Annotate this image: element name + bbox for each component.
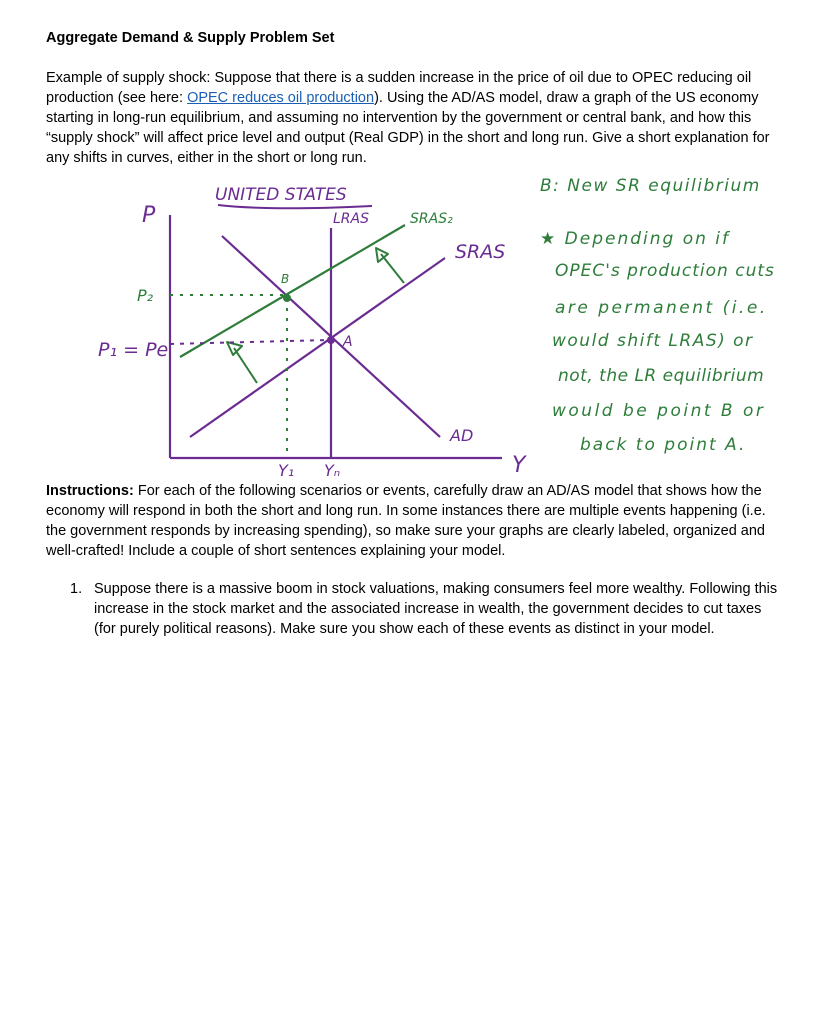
note-line-3: are permanent (i.e. [555,298,768,318]
intro-text-before-link: Example of supply shock: Suppose that there is a sudden increase in the price of oil due to OPEC reducing oil production (see here: [46,70,752,106]
sras2-line [180,225,405,357]
sras-line [190,258,445,437]
point-b-dot [283,294,291,302]
instructions-label: Instructions: [46,483,134,499]
note-line-4: would shift LRAS) or [552,331,754,351]
point-a-dot [327,336,335,344]
note-new-sr-equilibrium: B: New SR equilibrium [540,176,761,196]
document-title: Aggregate Demand & Supply Problem Set [46,30,335,46]
shift-arrow-right [376,248,404,283]
sras-label: SRAS [455,241,506,263]
note-line-1: ★ Depending on if [540,229,730,249]
y-axis-label: P [142,203,156,228]
point-b-label: B [281,272,290,286]
note-line-6: would be point B or [552,401,766,421]
intro-text-after-link: ). Using the AD/AS model, draw a graph of the US economy starting in long-run equilibrium, and assuming no intervention by the government or central bank, and how this “supply shock” will affect price level and output (Real GDP) in the short and long run. Give a short explanation for any shifts in curves, either in the short or long run. [46,90,770,166]
instructions-text: For each of the following scenarios or events, carefully draw an AD/AS model that shows how the economy will respond in both the short and long run. In some instances there are multiple events happening (i.e. the government responds by increasing spending), so make sure your graphs are clearly labeled, organized and well-crafted! Include a couple of short sentences explaining your model. [46,483,766,559]
question-list [70,579,782,639]
opec-link[interactable]: OPEC reduces oil production [187,90,375,106]
x-axis-label: Y [512,453,526,478]
yn-label: Yₙ [324,461,341,480]
note-line-7: back to point A. [580,435,747,455]
question-number: 1. [70,581,83,597]
lras-label: LRAS [333,211,369,227]
list-item [70,579,782,639]
note-line-5: not, the LR equilibrium [558,366,765,386]
p1-label: P₁ = Pe [98,339,169,361]
intro-paragraph [46,68,781,168]
ad-as-graph [0,160,821,480]
y1-label: Y₁ [278,461,295,480]
point-a-label: A [343,334,353,350]
p2-label: P₂ [137,286,154,305]
p1-guide [170,340,331,344]
instructions-paragraph [46,481,786,561]
note-line-2: OPEC's production cuts [555,261,775,281]
sras2-label: SRAS₂ [410,211,453,227]
graph-title-underline [218,205,372,208]
shift-arrow-left [227,342,257,383]
ad-label: AD [450,426,474,445]
graph-title: UNITED STATES [215,185,347,205]
question-text: Suppose there is a massive boom in stock valuations, making consumers feel more wealthy. Following this increase in the stock market and the associated increase in wealth, the government decides to cut taxes (for purely political reasons). Make sure you show each of these events as distinct in your model. [94,581,778,637]
